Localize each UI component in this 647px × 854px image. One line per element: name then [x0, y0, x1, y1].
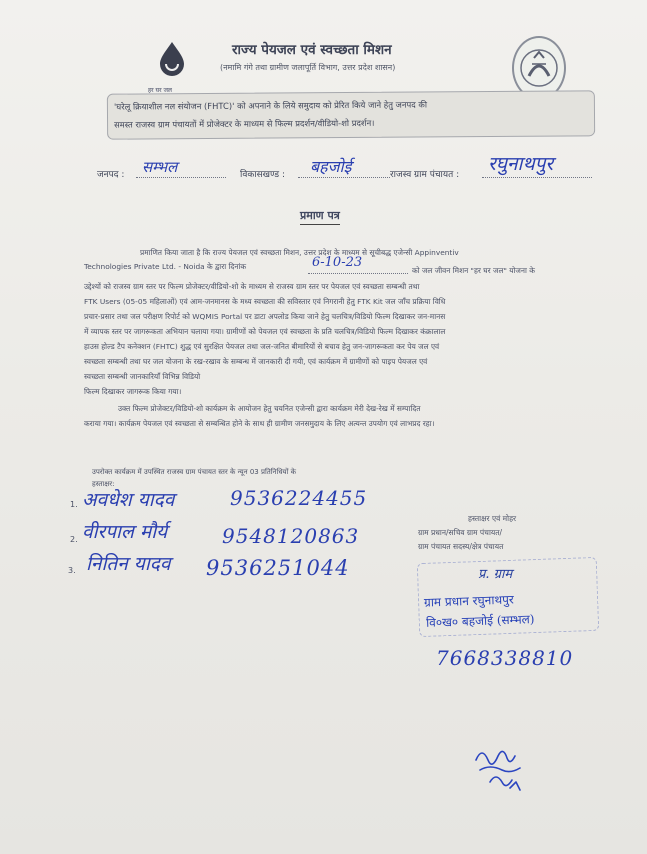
district-value: सम्भल [142, 158, 178, 176]
entry-name-3: नितिन यादव [86, 553, 171, 575]
district-label: जनपद : [97, 170, 125, 180]
entry-phone-3: 9536251044 [206, 556, 350, 580]
panchayat-value: रघुनाथपुर [488, 153, 554, 175]
signature-intro-1: उपरोक्त कार्यक्रम में उपस्थित राजस्व ग्राम पंचायत स्तर के न्यून 03 प्रतिनिधियों के [92, 468, 297, 476]
body-line-3: उद्देश्यों को राजस्व ग्राम स्तर पर फिल्म प्रोजेक्टर/वीडियो-शो के माध्यम से राजस्व ग्राम स्तर पर पेयजल एवं स्वच्छता सम्बन्धी तथा [84, 282, 420, 291]
body-line-2a: Technologies Private Ltd. - Noida के द्वारा दिनांक [84, 262, 247, 271]
entry-phone-1: 9536224455 [230, 486, 368, 510]
program-banner [107, 90, 595, 139]
body-line-6: में व्यापक स्तर पर जागरूकता अभियान चलाया गया। ग्रामीणों को पेयजल एवं स्वच्छता के प्रति चलचित्र/विडियो फिल्म दिखाकर कंक्रालाल [84, 327, 446, 336]
har-ghar-jal-logo [150, 40, 194, 86]
entry-phone-2: 9548120863 [222, 524, 360, 548]
entry-num-2: 2. [70, 535, 78, 544]
panchayat-line [482, 176, 592, 178]
pradhan-phone: 7668338810 [436, 646, 574, 670]
entry-num-1: 1. [70, 500, 78, 509]
body-line-1: प्रमाणित किया जाता है कि राज्य पेयजल एवं स्वच्छता मिशन, उत्तर प्रदेश के माध्यम से सूचीबद्ध एजेन्सी Appinventiv [140, 248, 459, 257]
block-label: विकासखण्ड : [240, 170, 286, 180]
page-title: राज्य पेयजल एवं स्वच्छता मिशन [232, 42, 392, 58]
body-line-11: उक्त फिल्म प्रोजेक्टर/विडियो-शो कार्यक्रम के आयोजन हेतु चयनित एजेन्सी द्वारा कार्यक्रम मेरी देख-रेख में सम्पादित [118, 404, 421, 413]
entry-name-1: अवधेश यादव [82, 489, 175, 511]
page-subtitle: (नमामि गंगे तथा ग्रामीण जलापूर्ति विभाग, उत्तर प्रदेश शासन) [220, 63, 396, 72]
body-line-2b: को जल जीवन मिशन "हर घर जल" योजना के [412, 266, 535, 275]
logo-caption: हर घर जल [148, 87, 172, 94]
body-line-10: फिल्म दिखाकर जागरूक किया गया। [84, 387, 182, 396]
date-value: 6-10-23 [312, 255, 363, 270]
body-line-12: कराया गया। कार्यक्रम पेयजल एवं स्वच्छता से सम्बन्धित होने के साथ ही ग्रामीण जनसमुदाय के लिए अत्यन्त उपयोग एवं लाभप्रद रहा। [84, 419, 435, 428]
banner-line-2: समस्त राजस्व ग्राम पंचायतों में प्रोजेक्टर के माध्यम से फिल्म प्रदर्शन/वीडियो-शो प्रदर्शन। [114, 117, 375, 130]
pradhan-label-1: हस्ताक्षर एवं मोहर [468, 514, 517, 523]
certificate-title: प्रमाण पत्र [300, 208, 340, 225]
pradhan-label-2: ग्राम प्रधान/सचिव ग्राम पंचायत/ [418, 528, 503, 537]
stamp-line-2: वि०ख० बहजोई (सम्भल) [425, 612, 535, 630]
panchayat-label: राजस्व ग्राम पंचायत : [390, 170, 460, 180]
body-line-5: प्रचार-प्रसार तथा जल परीक्षण रिपोर्ट को WQMIS Portal पर डाटा अपलोड किया जाने हेतु चलचित्र/विडियो फिल्म दिखाकर जन-मानस [84, 312, 446, 321]
block-value: बहजोई [310, 157, 352, 176]
date-line [308, 272, 408, 274]
stamp-line-1: ग्राम प्रधान रघुनाथपुर [423, 592, 515, 610]
pradhan-label-3: ग्राम पंचायत सदस्य/क्षेत्र पंचायत [418, 542, 504, 551]
body-line-8: स्वच्छता सम्बन्धी तथा घर जल योजना के रख-रखाव के सम्बन्ध में जानकारी दी गयी, एवं कार्यक्रम में ग्रामीणों को पाइप पेयजल एवं [84, 357, 428, 366]
entry-num-3: 3. [68, 566, 76, 575]
body-line-7: हाउस होल्ड टैप कनेक्शन (FHTC) शुद्ध एवं सुरक्षित पेयजल तथा जल-जनित बीमारियों से बचाव हेतु जन-जागरूकता कर पेय जल एवं [84, 342, 440, 351]
handwritten-signature [470, 740, 540, 800]
entry-name-2: वीरपाल मौर्य [82, 521, 168, 543]
banner-line-1: 'घरेलू क्रियाशील नल संयोजन (FHTC)' को अपनाने के लिये समुदाय को प्रेरित किये जाने हेतु जनपद की [113, 99, 428, 112]
stamp-signature: प्र. ग्राम [478, 567, 513, 582]
signature-intro-2: हस्ताक्षर: [92, 480, 115, 488]
body-line-4: FTK Users (05-05 महिलाओं) एवं आम-जनमानस के मध्य स्वच्छता की सविस्तार एवं निगरानी हेतु FTK Kit जल जाँच प्रक्रिया विधि [84, 297, 446, 306]
body-line-9: स्वच्छता सम्बन्धी जानकारियाँ विभिन्न विडियो [84, 372, 201, 381]
